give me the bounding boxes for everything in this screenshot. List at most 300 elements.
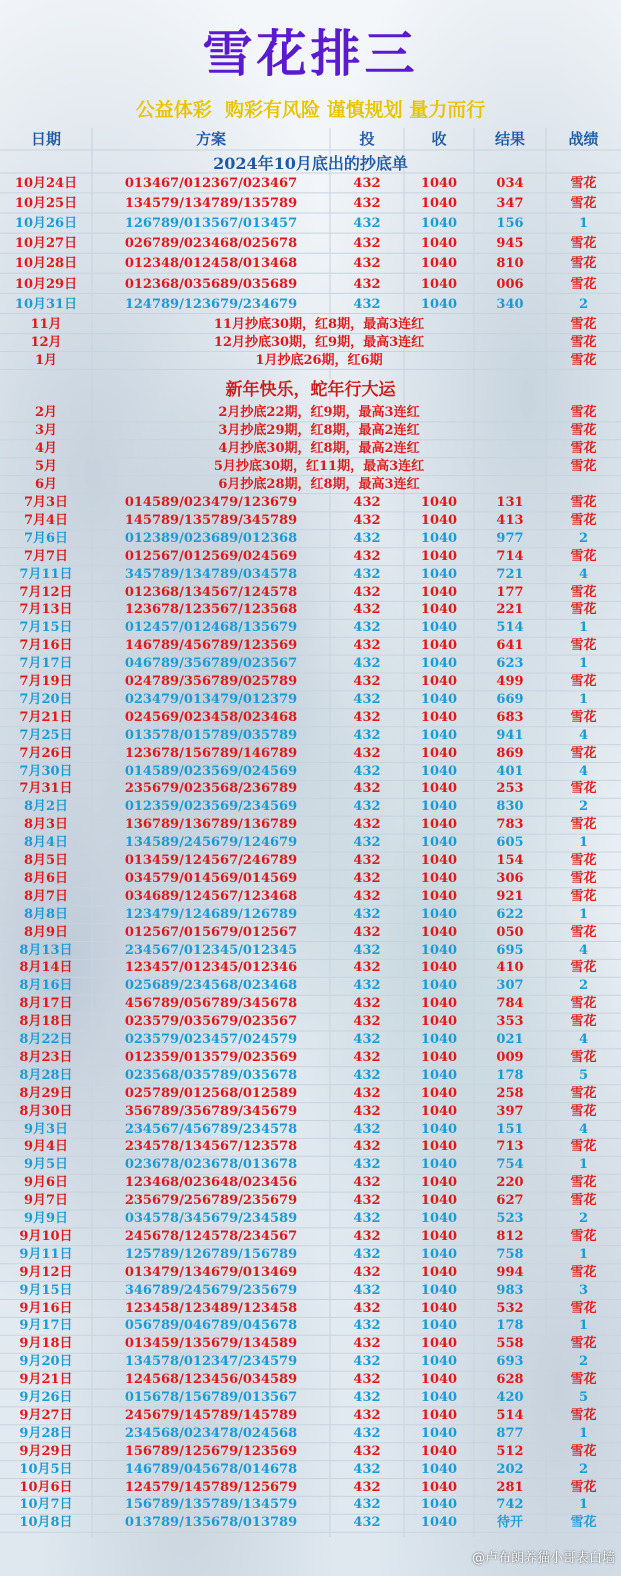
row-result: 050 — [496, 924, 524, 940]
header-record: 战绩 — [568, 130, 599, 148]
row-record: 雪花 — [570, 422, 597, 438]
row-bet: 432 — [353, 656, 381, 672]
row-result: 156 — [496, 216, 524, 232]
row-bet: 432 — [353, 817, 381, 833]
row-record: 雪花 — [570, 440, 597, 456]
row-result: 754 — [496, 1157, 524, 1173]
row-date: 9月17日 — [19, 1318, 73, 1334]
row-record: 雪花 — [570, 1228, 597, 1244]
row-bet: 432 — [353, 1193, 381, 1209]
table-row — [0, 763, 621, 781]
row-record: 1 — [578, 656, 589, 672]
table-row — [0, 959, 621, 977]
row-income: 1040 — [420, 1067, 458, 1083]
row-result: 622 — [496, 906, 524, 922]
row-record: 1 — [578, 1425, 589, 1441]
row-bet: 432 — [353, 196, 381, 212]
row-plan: 134578/012347/234579 — [124, 1354, 298, 1370]
row-bet: 432 — [353, 763, 381, 779]
table-row — [0, 1264, 621, 1282]
header-income: 收 — [431, 130, 447, 148]
row-result: 941 — [496, 727, 524, 743]
row-income: 1040 — [420, 978, 458, 994]
row-date: 9月21日 — [19, 1372, 73, 1388]
table-row — [0, 1085, 621, 1103]
row-date: 9月3日 — [23, 1121, 69, 1137]
row-plan: 456789/056789/345678 — [124, 996, 298, 1012]
row-plan: 123479/124689/126789 — [124, 906, 298, 922]
table-row — [0, 977, 621, 995]
row-bet: 432 — [353, 1300, 381, 1316]
row-income: 1040 — [420, 296, 458, 312]
row-income: 1040 — [420, 530, 458, 546]
row-income: 1040 — [420, 638, 458, 654]
row-income: 1040 — [420, 1372, 458, 1388]
row-income: 1040 — [420, 236, 458, 252]
row-bet: 432 — [353, 674, 381, 689]
row-plan: 014589/023569/024569 — [124, 763, 298, 779]
row-date: 9月6日 — [23, 1175, 69, 1191]
row-bet: 432 — [353, 1479, 381, 1495]
row-plan: 156789/125679/123569 — [124, 1443, 298, 1459]
row-bet: 432 — [353, 888, 381, 904]
row-record: 雪花 — [570, 1372, 597, 1388]
table-row — [0, 1121, 621, 1139]
table-row — [0, 175, 621, 193]
table-row — [0, 512, 621, 530]
table-row — [0, 530, 621, 548]
table-row — [0, 780, 621, 798]
row-record: 雪花 — [570, 176, 597, 191]
row-result: 742 — [496, 1497, 524, 1513]
table-row — [0, 924, 621, 942]
row-date: 7月31日 — [19, 781, 73, 797]
row-bet: 432 — [353, 942, 381, 958]
table-row — [0, 215, 621, 233]
table-row — [0, 637, 621, 655]
table-row — [0, 1228, 621, 1246]
row-income: 1040 — [420, 1300, 458, 1316]
row-date: 2月 — [34, 405, 58, 420]
row-plan: 013578/015789/035789 — [124, 727, 298, 743]
row-date: 9月5日 — [23, 1157, 69, 1173]
row-bet: 432 — [353, 548, 381, 564]
row-record: 雪花 — [570, 638, 597, 654]
row-result: 532 — [496, 1300, 524, 1316]
row-record: 雪花 — [570, 405, 597, 420]
table-row — [0, 1371, 621, 1389]
row-result: 693 — [496, 1354, 524, 1370]
header-plan: 方案 — [195, 130, 226, 148]
table-row — [0, 1353, 621, 1371]
table-row — [0, 422, 621, 440]
row-record: 1 — [578, 1246, 589, 1262]
row-date: 8月30日 — [19, 1103, 73, 1119]
row-bet: 432 — [353, 530, 381, 546]
row-date: 6月 — [34, 476, 58, 492]
row-date: 7月15日 — [19, 620, 73, 636]
table-row — [0, 655, 621, 673]
row-income: 1040 — [420, 1103, 458, 1119]
row-record: 雪花 — [570, 584, 597, 600]
row-income: 1040 — [420, 1390, 458, 1405]
table-row — [0, 1389, 621, 1407]
row-plan: 146789/456789/123569 — [124, 638, 298, 654]
row-bet: 432 — [353, 236, 381, 252]
table-row — [0, 1317, 621, 1335]
row-income: 1040 — [420, 256, 458, 272]
row-plan: 124789/123679/234679 — [124, 296, 298, 312]
row-income: 1040 — [420, 1157, 458, 1173]
row-plan: 012457/012468/135679 — [124, 620, 298, 636]
table-row — [0, 601, 621, 619]
row-income: 1040 — [420, 1443, 458, 1459]
row-plan: 046789/356789/023567 — [124, 656, 298, 672]
row-bet: 432 — [353, 1085, 381, 1101]
table-row — [0, 1425, 621, 1443]
row-record: 雪花 — [570, 458, 597, 474]
row-bet: 432 — [353, 1246, 381, 1262]
row-record: 雪花 — [570, 1515, 597, 1531]
row-result: 220 — [496, 1175, 524, 1191]
row-result: 784 — [496, 996, 524, 1012]
row-record: 雪花 — [570, 1264, 597, 1280]
row-plan: 136789/136789/136789 — [124, 817, 298, 833]
row-record: 雪花 — [570, 256, 597, 272]
row-result: 669 — [496, 691, 524, 707]
row-record: 雪花 — [570, 1479, 597, 1495]
row-income: 1040 — [420, 1264, 458, 1280]
row-date: 9月20日 — [19, 1354, 73, 1370]
row-bet: 432 — [353, 584, 381, 600]
row-plan: 013479/134679/013469 — [124, 1264, 298, 1280]
row-bet: 432 — [353, 620, 381, 636]
table-row — [0, 494, 621, 512]
row-income: 1040 — [420, 1049, 458, 1065]
row-date: 9月4日 — [23, 1139, 69, 1155]
table-row — [0, 1067, 621, 1085]
row-date: 7月12日 — [19, 584, 73, 600]
row-result: 413 — [496, 512, 524, 528]
row-result: 340 — [496, 296, 524, 312]
row-plan: 123468/023648/023456 — [124, 1175, 298, 1191]
row-record: 5 — [578, 1067, 589, 1083]
row-income: 1040 — [420, 276, 458, 292]
row-plan: 023579/023457/024579 — [124, 1032, 298, 1047]
table-row — [0, 440, 621, 458]
row-date: 1月 — [34, 352, 58, 368]
row-bet: 432 — [353, 1175, 381, 1191]
row-bet: 432 — [353, 1354, 381, 1370]
row-record: 4 — [578, 1032, 589, 1047]
row-record: 雪花 — [570, 1049, 597, 1065]
row-date: 8月17日 — [19, 996, 73, 1012]
row-income: 1040 — [420, 835, 458, 851]
row-date: 7月3日 — [23, 495, 69, 510]
row-plan: 013459/124567/246789 — [124, 853, 298, 868]
row-date: 5月 — [34, 458, 58, 474]
row-bet: 432 — [353, 1067, 381, 1083]
table-row — [0, 1156, 621, 1174]
row-result: 994 — [496, 1264, 524, 1280]
table-row — [0, 888, 621, 906]
row-income: 1040 — [420, 1121, 458, 1137]
row-result: 347 — [496, 196, 524, 212]
row-result: 921 — [496, 888, 524, 904]
row-date: 8月2日 — [23, 799, 69, 815]
table-row — [0, 816, 621, 834]
row-plan: 012389/023689/012368 — [124, 530, 298, 546]
row-plan: 024569/023458/023468 — [124, 709, 298, 725]
page-title: 雪花排三 — [202, 24, 419, 83]
row-result: 983 — [496, 1282, 524, 1298]
row-record: 雪花 — [570, 1300, 597, 1316]
row-result: 514 — [496, 620, 524, 636]
row-bet: 432 — [353, 602, 381, 618]
row-date: 8月16日 — [19, 978, 73, 994]
row-result: 514 — [496, 1407, 524, 1423]
row-bet: 432 — [353, 1443, 381, 1459]
row-record: 5 — [578, 1390, 589, 1405]
table-row — [0, 1138, 621, 1156]
row-record: 雪花 — [570, 1014, 597, 1030]
row-plan: 012359/023569/234569 — [124, 799, 298, 815]
row-bet: 432 — [353, 1497, 381, 1513]
row-income: 1040 — [420, 942, 458, 958]
row-bet: 432 — [353, 1032, 381, 1047]
row-income: 1040 — [420, 1032, 458, 1047]
row-record: 雪花 — [570, 196, 597, 212]
table-row — [0, 1013, 621, 1031]
row-result: 177 — [496, 584, 524, 600]
row-bet: 432 — [353, 176, 381, 191]
row-record: 1 — [578, 906, 589, 922]
row-result: 151 — [496, 1121, 524, 1137]
row-result: 397 — [496, 1103, 524, 1119]
row-plan: 012567/015679/012567 — [124, 924, 298, 940]
table-row — [0, 798, 621, 816]
row-bet: 432 — [353, 1014, 381, 1030]
row-result: 034 — [496, 176, 524, 191]
row-record: 1 — [578, 1497, 589, 1513]
row-date: 8月8日 — [23, 906, 69, 922]
row-result: 009 — [496, 1049, 524, 1065]
row-date: 10月31日 — [14, 296, 78, 312]
row-date: 9月29日 — [19, 1443, 73, 1459]
row-result: 623 — [496, 656, 524, 672]
row-date: 9月12日 — [19, 1264, 73, 1280]
row-date: 7月11日 — [19, 566, 73, 582]
row-income: 1040 — [420, 548, 458, 564]
row-plan: 123457/012345/012346 — [124, 960, 298, 976]
row-date: 11月 — [30, 316, 62, 332]
row-summary: 3月抄底29期，红8期，最高2连红 — [218, 422, 420, 438]
row-income: 1040 — [420, 1282, 458, 1298]
row-result: 353 — [496, 1014, 524, 1030]
row-date: 8月3日 — [23, 817, 69, 833]
row-income: 1040 — [420, 512, 458, 528]
row-result: 810 — [496, 256, 524, 272]
table-row — [0, 1300, 621, 1318]
table-row — [0, 1479, 621, 1497]
row-result: 306 — [496, 870, 524, 886]
row-income: 1040 — [420, 1193, 458, 1209]
row-bet: 432 — [353, 1461, 381, 1477]
row-income: 1040 — [420, 817, 458, 833]
row-income: 1040 — [420, 1014, 458, 1030]
row-date: 7月26日 — [19, 745, 73, 761]
row-plan: 012368/035689/035689 — [124, 276, 298, 292]
row-date: 7月17日 — [19, 656, 73, 672]
row-record: 3 — [578, 1282, 589, 1298]
row-result: 812 — [496, 1228, 524, 1244]
row-plan: 234568/023478/024568 — [124, 1425, 298, 1441]
row-date: 10月8日 — [19, 1515, 73, 1531]
row-record: 2 — [578, 799, 589, 815]
row-bet: 432 — [353, 960, 381, 976]
row-bet: 432 — [353, 745, 381, 761]
row-bet: 432 — [353, 1228, 381, 1244]
table-row — [0, 1407, 621, 1425]
table-row — [0, 1496, 621, 1514]
row-record: 雪花 — [570, 870, 597, 886]
header-date: 日期 — [30, 130, 61, 148]
row-summary: 5月抄底30期，红11期，最高3连红 — [213, 458, 425, 474]
row-date: 8月4日 — [23, 835, 69, 851]
row-record: 1 — [578, 1157, 589, 1173]
row-plan: 014589/023479/123679 — [124, 495, 298, 510]
row-result: 558 — [496, 1336, 524, 1352]
row-date: 8月5日 — [23, 853, 69, 868]
row-bet: 432 — [353, 256, 381, 272]
row-income: 1040 — [420, 1479, 458, 1495]
row-plan: 025789/012568/012589 — [124, 1085, 298, 1101]
table-row — [0, 1335, 621, 1353]
row-plan: 356789/356789/345679 — [124, 1103, 298, 1119]
table-row — [0, 691, 621, 709]
row-bet: 432 — [353, 835, 381, 851]
row-income: 1040 — [420, 1228, 458, 1244]
row-income: 1040 — [420, 602, 458, 618]
table-row — [0, 1103, 621, 1121]
row-bet: 432 — [353, 1318, 381, 1334]
row-record: 雪花 — [570, 316, 597, 332]
row-plan: 123678/123567/123568 — [124, 602, 298, 618]
row-result: 869 — [496, 745, 524, 761]
row-result: 420 — [496, 1390, 524, 1405]
row-bet: 432 — [353, 566, 381, 582]
row-result: 605 — [496, 835, 524, 851]
row-date: 9月28日 — [19, 1425, 73, 1441]
row-record: 2 — [578, 978, 589, 994]
table-row — [0, 316, 621, 334]
row-record: 雪花 — [570, 276, 597, 292]
row-record: 2 — [578, 1211, 589, 1226]
row-result: 977 — [496, 530, 524, 546]
row-record: 雪花 — [570, 548, 597, 564]
row-income: 1040 — [420, 196, 458, 212]
row-income: 1040 — [420, 566, 458, 582]
row-result: 178 — [496, 1318, 524, 1334]
row-date: 10月28日 — [14, 256, 78, 272]
row-income: 1040 — [420, 584, 458, 600]
table-row — [0, 870, 621, 888]
row-plan: 235679/023568/236789 — [124, 781, 298, 797]
row-income: 1040 — [420, 1211, 458, 1226]
row-plan: 123458/123489/123458 — [124, 1300, 298, 1316]
row-income: 1040 — [420, 691, 458, 707]
table-row — [0, 296, 621, 314]
row-date: 10月6日 — [19, 1479, 73, 1495]
table-row — [0, 1461, 621, 1479]
table-row — [0, 566, 621, 584]
row-plan: 034579/014569/014569 — [124, 870, 298, 886]
row-plan: 012567/012569/024569 — [124, 548, 298, 564]
row-bet: 432 — [353, 799, 381, 815]
table-row — [0, 1049, 621, 1067]
row-bet: 432 — [353, 1103, 381, 1119]
row-bet: 432 — [353, 727, 381, 743]
table-row — [0, 995, 621, 1013]
row-plan: 034578/345679/234589 — [124, 1211, 298, 1226]
row-plan: 234567/012345/012345 — [124, 942, 298, 958]
row-bet: 432 — [353, 1372, 381, 1388]
row-plan: 056789/046789/045678 — [124, 1318, 298, 1334]
table-row — [0, 235, 621, 253]
row-result: 202 — [496, 1461, 524, 1477]
row-result: 830 — [496, 799, 524, 815]
row-income: 1040 — [420, 1175, 458, 1191]
row-income: 1040 — [420, 781, 458, 797]
row-bet: 432 — [353, 296, 381, 312]
row-income: 1040 — [420, 870, 458, 886]
row-date: 8月7日 — [23, 888, 69, 904]
table-row — [0, 458, 621, 476]
row-result: 006 — [496, 276, 524, 292]
row-income: 1040 — [420, 656, 458, 672]
row-date: 7月19日 — [19, 674, 73, 689]
row-bet: 432 — [353, 906, 381, 922]
row-result: 512 — [496, 1443, 524, 1459]
table-row — [0, 255, 621, 273]
row-date: 9月10日 — [19, 1228, 73, 1244]
table-row — [0, 404, 621, 422]
row-result: 021 — [496, 1032, 524, 1047]
row-plan: 146789/045678/014678 — [124, 1461, 298, 1477]
row-bet: 432 — [353, 1157, 381, 1173]
row-date: 8月22日 — [19, 1032, 73, 1047]
row-bet: 432 — [353, 853, 381, 868]
table-row — [0, 1246, 621, 1264]
row-plan: 125789/126789/156789 — [124, 1246, 298, 1262]
row-record: 雪花 — [570, 674, 597, 689]
row-result: 154 — [496, 853, 524, 868]
row-record: 1 — [578, 620, 589, 636]
row-record: 4 — [578, 942, 589, 958]
row-record: 雪花 — [570, 334, 597, 350]
row-bet: 432 — [353, 1390, 381, 1405]
row-date: 9月9日 — [23, 1211, 69, 1226]
row-plan: 145789/135789/345789 — [124, 512, 298, 528]
row-result: 258 — [496, 1085, 524, 1101]
row-plan: 345789/134789/034578 — [124, 566, 298, 582]
row-bet: 432 — [353, 1211, 381, 1226]
row-record: 雪花 — [570, 1407, 597, 1423]
row-income: 1040 — [420, 216, 458, 232]
row-record: 雪花 — [570, 1175, 597, 1191]
table-row — [0, 852, 621, 870]
row-result: 131 — [496, 495, 524, 510]
